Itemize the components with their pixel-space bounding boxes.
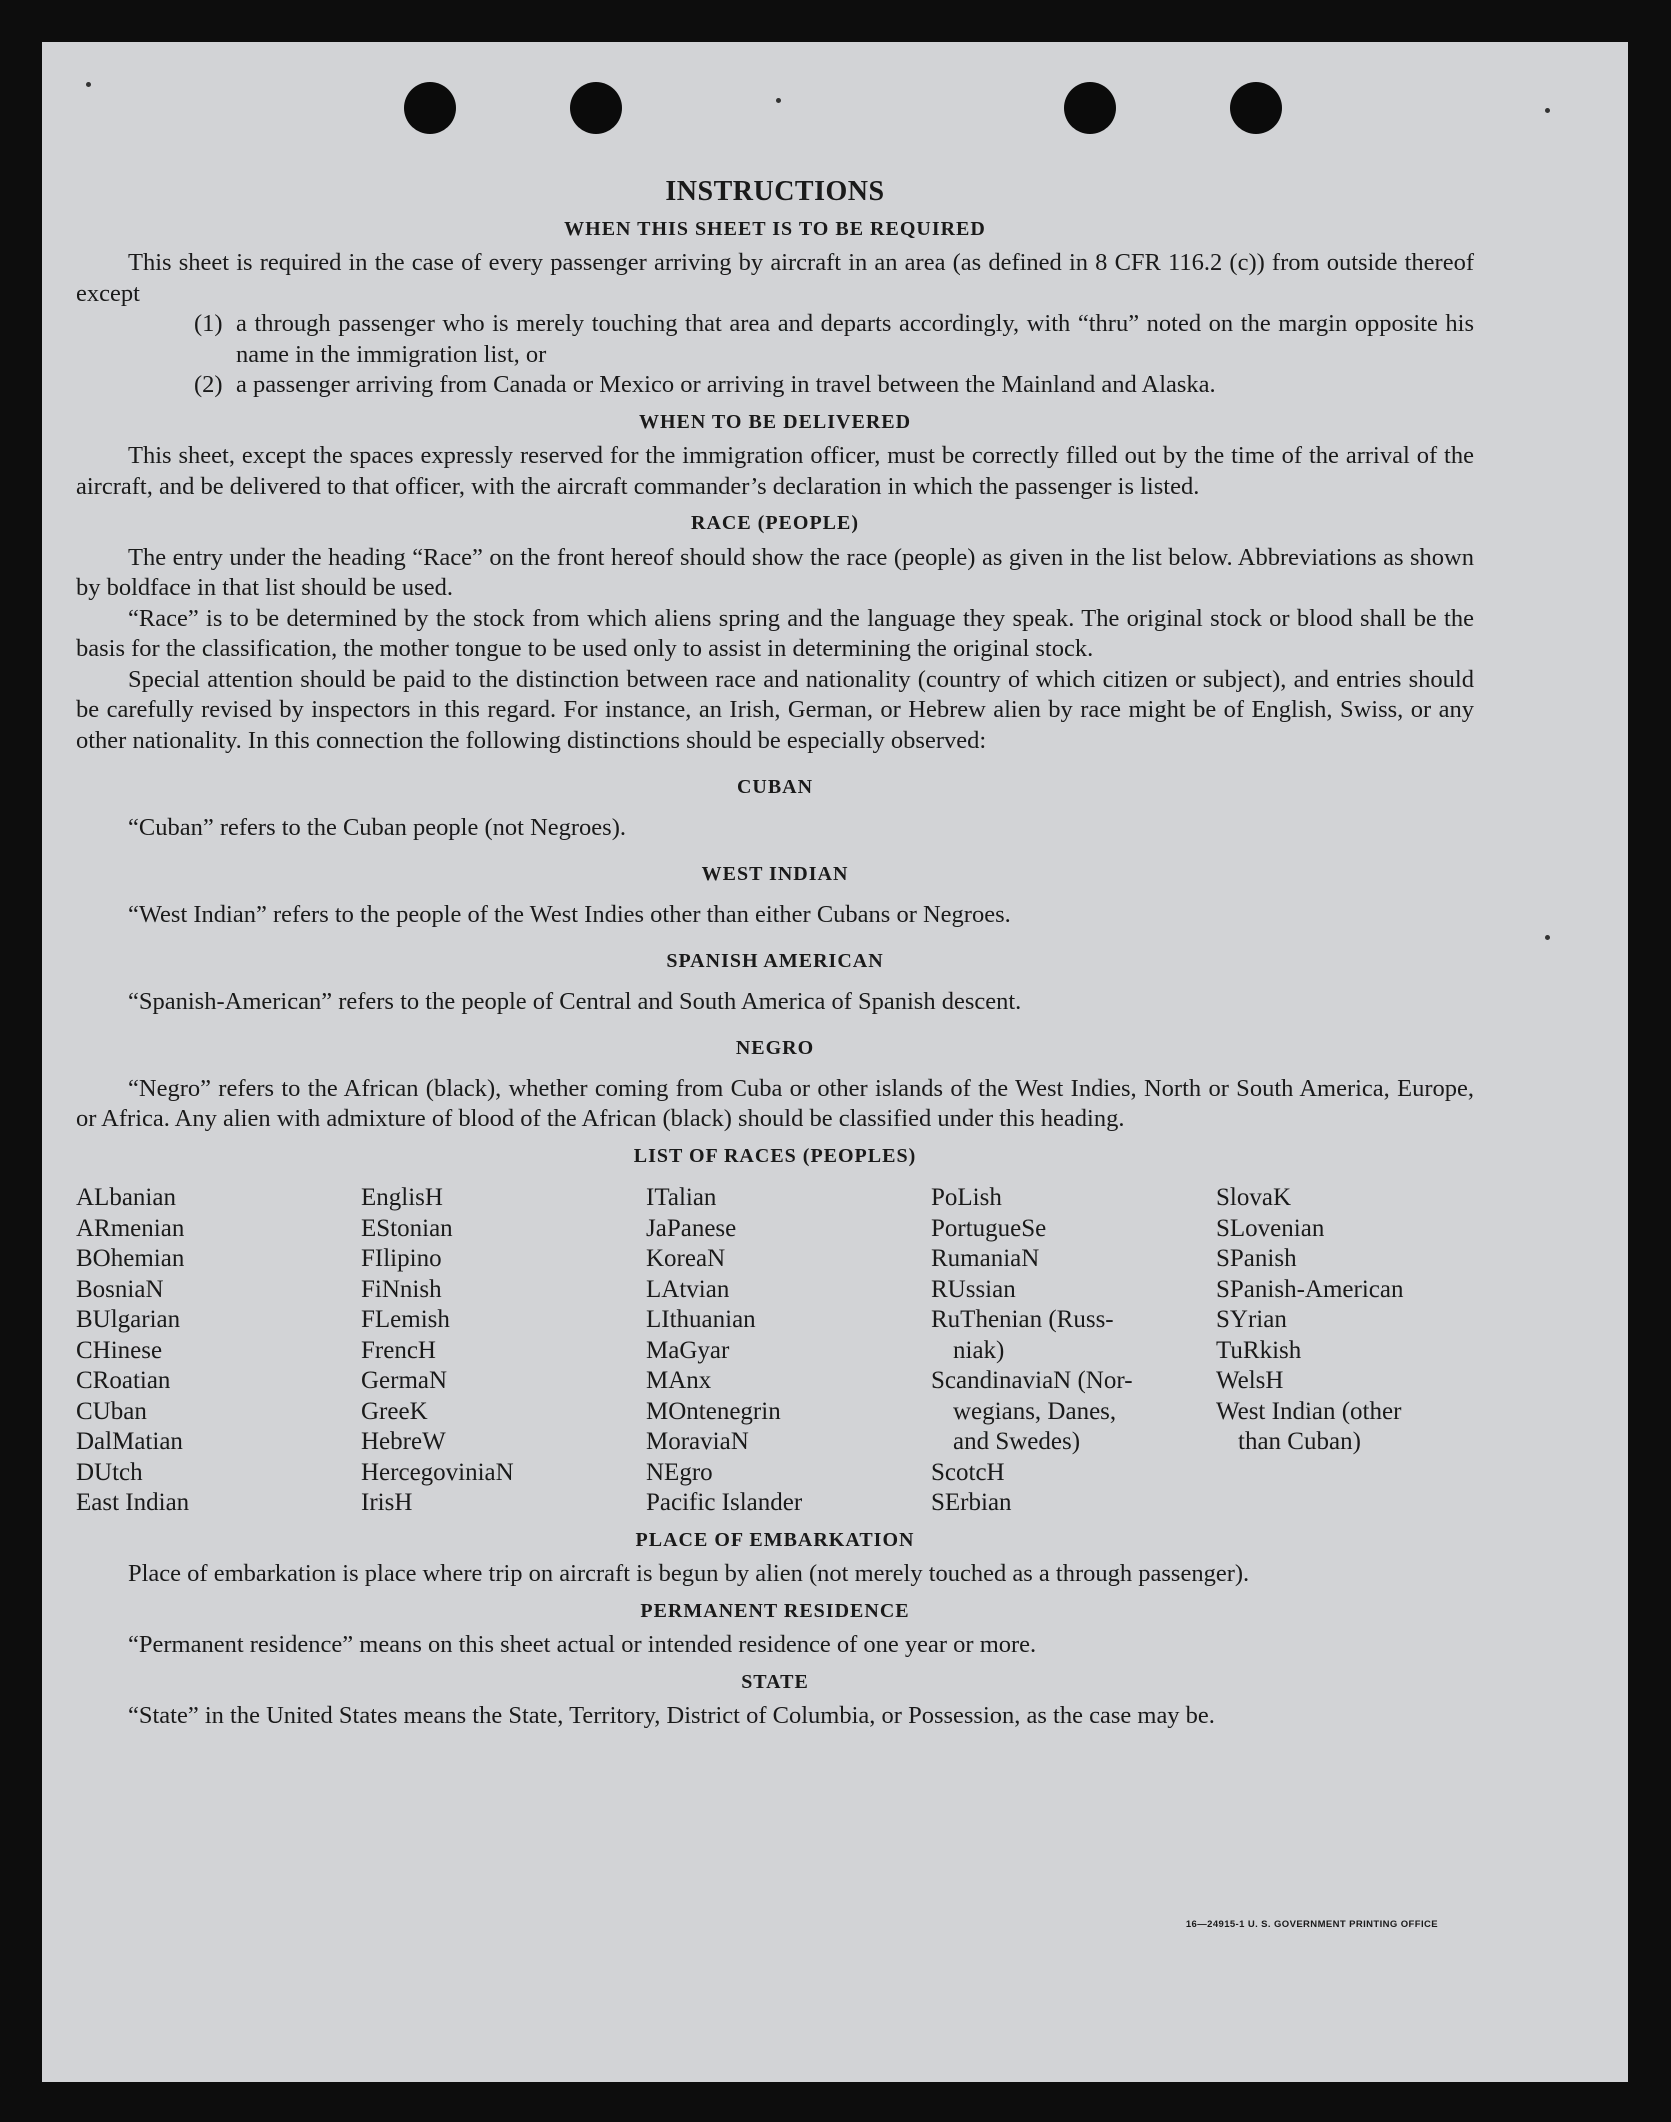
punch-hole [1230, 82, 1282, 134]
race-entry: HercegoviniaN [361, 1458, 514, 1486]
instructions-body [76, 177, 1474, 1732]
heading-residence: PERMANENT RESIDENCE [640, 1599, 910, 1622]
race-entry: SPanish [1216, 1245, 1297, 1272]
race-entry: Pacific Islander [646, 1489, 803, 1516]
page-title: INSTRUCTIONS [665, 176, 885, 207]
race-entry: PortugueSe [931, 1214, 1047, 1242]
race-entry: ALbanian [76, 1184, 176, 1211]
item-text: a passenger arriving from Canada or Mexico or arriving in travel between the Mainland and Alaska. [236, 371, 1216, 398]
race-entry: RuThenian (Russ- [931, 1306, 1114, 1333]
item-text: a through passenger who is merely touching that area and departs accordingly, with “thru” noted on the margin opposite his name in the immigration list, or [236, 310, 1474, 368]
race-entry: FrencH [361, 1336, 436, 1364]
race-entry: LAtvian [646, 1275, 730, 1303]
race-entry: RUssian [931, 1275, 1016, 1303]
heading-list-of-races: LIST OF RACES (PEOPLES) [633, 1144, 917, 1167]
punch-hole [570, 82, 622, 134]
race-entry: MaGyar [646, 1336, 730, 1364]
race-entry: JaPanese [646, 1214, 737, 1242]
race-paragraph-1: The entry under the heading “Race” on the front hereof should show the race (people) as given in the list below. Abbreviations as shown by boldface in that list should be used. [76, 543, 1474, 601]
race-entry: SlovaK [1216, 1184, 1291, 1211]
races-table [76, 1183, 1474, 1519]
race-entry: BOhemian [76, 1245, 185, 1272]
race-entry: ITalian [646, 1184, 717, 1211]
printing-office-code: 16—24915-1 U. S. GOVERNMENT PRINTING OFFICE [1185, 1919, 1438, 1930]
race-entry: wegians, Danes, [953, 1397, 1117, 1425]
list-item [76, 309, 1474, 370]
heading-race: RACE (PEOPLE) [691, 512, 859, 534]
residence-text: “Permanent residence” means on this sheet actual or intended residence of one year or more. [128, 1631, 1037, 1658]
race-entry: PoLish [931, 1184, 1002, 1211]
race-entry: BUlgarian [76, 1306, 181, 1333]
race-entry: FLemish [361, 1306, 450, 1333]
race-entry: than Cuban) [1238, 1428, 1361, 1455]
race-entry: NEgro [646, 1458, 713, 1486]
heading-cuban: CUBAN [736, 776, 814, 798]
heading-spanish-american: SPANISH AMERICAN [666, 950, 884, 972]
race-entry: BosniaN [76, 1275, 164, 1303]
race-entry: and Swedes) [953, 1428, 1081, 1455]
race-entry: East Indian [76, 1489, 190, 1516]
race-entry: ScandinaviaN (Nor- [931, 1367, 1133, 1394]
race-entry: RumaniaN [931, 1245, 1040, 1272]
races-column [646, 1183, 931, 1519]
document-sheet [42, 42, 1628, 2082]
race-entry: SLovenian [1216, 1214, 1325, 1242]
heading-west-indian: WEST INDIAN [701, 863, 849, 885]
when-required-intro: This sheet is required in the case of every passenger arriving by aircraft in an area (as defined in 8 CFR 116.2 (c)) from outside thereof except [76, 249, 1474, 307]
race-entry: DUtch [76, 1458, 143, 1486]
punch-hole [404, 82, 456, 134]
heading-embarkation: PLACE OF EMBARKATION [635, 1528, 915, 1551]
race-entry: FIlipino [361, 1245, 442, 1272]
speck [776, 98, 781, 103]
item-number: (2) [194, 371, 223, 398]
item-number: (1) [194, 310, 223, 337]
race-entry: MAnx [646, 1367, 712, 1394]
race-entry: FiNnish [361, 1275, 442, 1303]
race-entry: GreeK [361, 1397, 428, 1425]
race-entry: DalMatian [76, 1428, 183, 1455]
west-indian-text: “West Indian” refers to the people of the West Indies other than either Cubans or Negroes. [128, 900, 1011, 928]
list-item [76, 370, 1474, 401]
race-entry: West Indian (other [1216, 1397, 1402, 1425]
races-column [931, 1183, 1216, 1519]
speck [1545, 935, 1550, 940]
cuban-text: “Cuban” refers to the Cuban people (not Negroes). [128, 813, 626, 841]
negro-text: “Negro” refers to the African (black), whether coming from Cuba or other islands of the West Indies, North or South America, Europe, or Africa. Any alien with admixture of blood of the African (black) should be classified under this heading. [76, 1074, 1474, 1132]
race-entry: KoreaN [646, 1245, 726, 1272]
embarkation-text: Place of embarkation is place where trip on aircraft is begun by alien (not merely touched as a through passenger). [128, 1560, 1250, 1587]
race-entry: EnglisH [361, 1184, 443, 1211]
races-column [1216, 1183, 1474, 1519]
spanish-american-text: “Spanish-American” refers to the people of Central and South America of Spanish descent. [128, 987, 1022, 1015]
race-entry: IrisH [361, 1489, 413, 1516]
when-delivered-text: This sheet, except the spaces expressly reserved for the immigration officer, must be correctly filled out by the time of the arrival of the aircraft, and be delivered to that officer, with the aircraft commander’s declaration in which the passenger is listed. [76, 442, 1474, 500]
heading-state: STATE [741, 1670, 809, 1693]
race-entry: CRoatian [76, 1367, 171, 1394]
races-column [361, 1183, 646, 1519]
speck [1545, 108, 1550, 113]
race-entry: CHinese [76, 1336, 163, 1364]
race-entry: MOntenegrin [646, 1397, 781, 1425]
heading-negro: NEGRO [735, 1037, 815, 1059]
race-entry: SYrian [1216, 1306, 1287, 1333]
punch-hole [1064, 82, 1116, 134]
race-entry: CUban [76, 1397, 147, 1425]
race-entry: ARmenian [76, 1214, 185, 1242]
race-paragraph-3: Special attention should be paid to the distinction between race and nationality (country of which citizen or subject), and entries should be carefully revised by inspectors in this regard. For instance, an Irish, German, or Hebrew alien by race might be of English, Swiss, or any other nationality. In this connection the following distinctions should be especially observed: [76, 665, 1474, 754]
race-paragraph-2: “Race” is to be determined by the stock from which aliens spring and the language they speak. The original stock or blood shall be the basis for the classification, the mother tongue to be used only to assist in determining the original stock. [76, 604, 1474, 662]
races-column [76, 1183, 361, 1519]
race-entry: EStonian [361, 1214, 453, 1242]
race-entry: WelsH [1216, 1367, 1284, 1394]
race-entry: HebreW [361, 1428, 446, 1455]
heading-when-delivered: WHEN TO BE DELIVERED [638, 410, 912, 433]
race-entry: TuRkish [1216, 1336, 1302, 1364]
heading-when-required: WHEN THIS SHEET IS TO BE REQUIRED [564, 217, 986, 240]
speck [86, 82, 91, 87]
race-entry: SErbian [931, 1489, 1012, 1516]
race-entry: LIthuanian [646, 1306, 756, 1333]
race-entry: SPanish-American [1216, 1275, 1404, 1303]
state-text: “State” in the United States means the State, Territory, District of Columbia, or Possession, as the case may be. [128, 1702, 1215, 1729]
race-entry: GermaN [361, 1367, 448, 1394]
race-entry: MoraviaN [646, 1428, 749, 1455]
race-entry: niak) [953, 1336, 1005, 1364]
race-entry: ScotcH [931, 1458, 1005, 1486]
